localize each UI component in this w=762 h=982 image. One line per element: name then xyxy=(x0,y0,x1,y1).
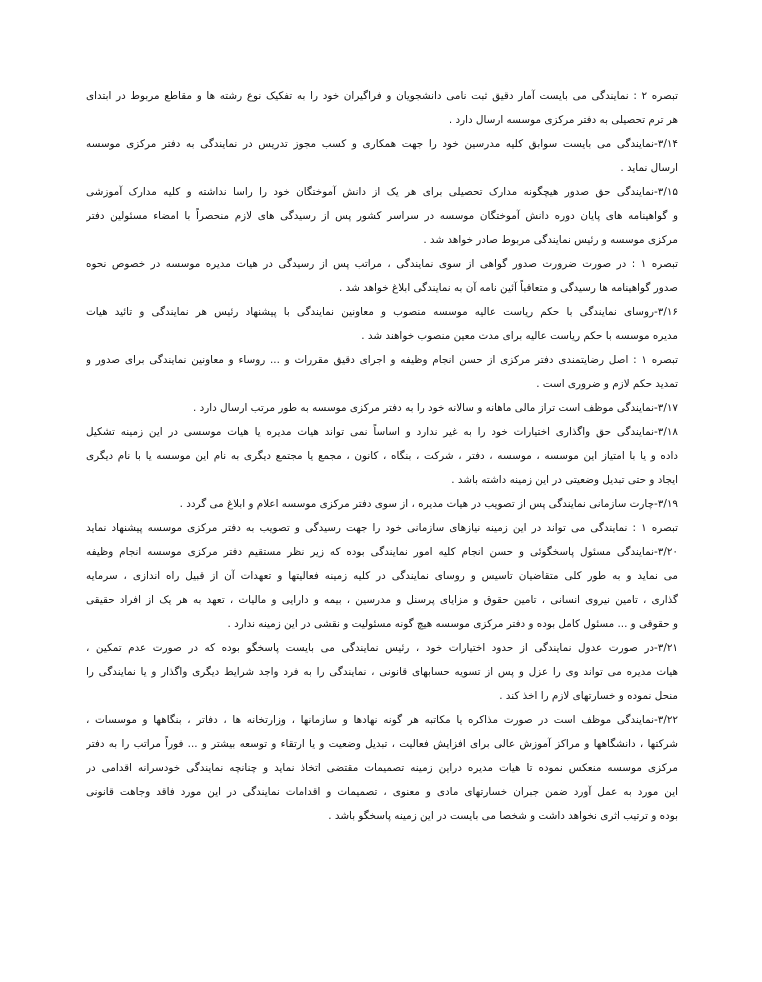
text-line: تبصره ۱ : اصل رضایتمندی دفتر مرکزی از حسن انجام وظیفه و اجرای دقیق مقررات و ... روساء و معاونین نمایندگی برای صدور و xyxy=(86,354,678,366)
text-line: ۳/۲۰-نمایندگی مسئول پاسخگوئی و حسن انجام کلیه امور نمایندگی بوده که زیر نظر مستقیم دفتر مرکزی موسسه انجام وظیفه xyxy=(86,546,678,558)
text-line: ایجاد و حتی تبدیل وضعیتی در این زمینه داشته باشد . xyxy=(451,474,678,486)
text-line: صدور گواهینامه ها رسیدگی و متعاقباً آئین نامه آن به نمایندگی ابلاغ خواهد شد . xyxy=(339,282,678,294)
text-line: ۳/۲۱-در صورت عدول نمایندگی از حدود اختیارات خود ، رئیس نمایندگی می بایست پاسخگو بوده که در صورت عدم تمکین ، xyxy=(86,642,678,654)
text-line: تبصره ۱ : در صورت ضرورت صدور گواهی از سوی نمایندگی ، مراتب پس از رسیدگی در هیات مدیره موسسه در خصوص نحوه xyxy=(86,258,678,270)
text-line: بوده و ترتیب اثری نخواهد داشت و شخصا می بایست در این زمینه پاسخگو باشد . xyxy=(328,810,678,822)
text-line: تمدید حکم لازم و ضروری است . xyxy=(536,378,678,390)
text-line: ۳/۱۵-نمایندگی حق صدور هیچگونه مدارک تحصیلی برای هر یک از دانش آموختگان خود را راسا نداشته و کلیه مدارک آموزشی xyxy=(86,186,678,198)
text-line: مرکزی موسسه و رئیس نمایندگی مربوط صادر خواهد شد . xyxy=(423,234,678,246)
text-line: گذاری ، تامین نیروی انسانی ، تامین حقوق و مزایای پرسنل و مدرسین ، بیمه و دارایی و مالیات ، تعهد به هر یک از افراد حقیقی xyxy=(86,594,678,606)
text-line: و گواهینامه های پایان دوره دانش آموختگان موسسه در سراسر کشور پس از رسیدگی های لازم منحصراً با امضاء مسئولین دفتر xyxy=(86,210,678,222)
text-line: این مورد به عمل آورد ضمن جبران خسارتهای مادی و معنوی ، تصمیمات و اقدامات نمایندگی در این مورد فاقد وجاهت قانونی xyxy=(86,786,678,798)
text-line: ۳/۱۹-چارت سازمانی نمایندگی پس از تصویب در هیات مدیره ، از سوی دفتر مرکزی موسسه اعلام و ابلاغ می گردد . xyxy=(179,498,678,510)
text-line: هر ترم تحصیلی به دفتر مرکزی موسسه ارسال دارد . xyxy=(448,114,678,126)
text-line: ارسال نماید . xyxy=(620,162,678,174)
text-line: هیات مدیره می تواند وی را عزل و پس از تسویه حسابهای قانونی ، نمایندگی را به فرد واجد شرایط دیگری واگذار و یا نمایندگی را xyxy=(86,666,678,678)
document-body xyxy=(86,84,678,828)
text-line: و حقوقی و ... مسئول کامل بوده و دفتر مرکزی موسسه هیچ گونه مسئولیت و نقشی در این زمینه ندارد . xyxy=(227,618,678,630)
text-line: می نماید و به طور کلی متقاضیان تاسیس و روسای نمایندگی در کلیه زمینه فعالیتها و تعهدات آن از قبیل راه اندازی ، سرمایه xyxy=(86,570,678,582)
text-line: ۳/۲۲-نمایندگی موظف است در صورت مذاکره یا مکاتبه هر گونه نهادها و سازمانها ، وزارتخانه ها ، دفاتر ، بنگاهها و موسسات ، xyxy=(86,714,678,726)
text-line: شرکتها ، دانشگاهها و مراکز آموزش عالی برای افزایش فعالیت ، تبدیل وضعیت و یا ارتقاء و توسعه بیشتر و ... فوراً مراتب را به دفتر xyxy=(86,738,678,750)
text-line: مدیره موسسه با حکم ریاست عالیه برای مدت معین منصوب خواهند شد . xyxy=(361,330,678,342)
text-line: مرکزی موسسه منعکس نموده تا هیات مدیره دراین زمینه تصمیمات مقتضی اتخاذ نماید و چنانچه نمایندگی خودسرانه اقدامی در xyxy=(86,762,678,774)
text-line: منحل نموده و خسارتهای لازم را اخذ کند . xyxy=(499,690,678,702)
text-line: تبصره ۱ : نمایندگی می تواند در این زمینه نیازهای سازمانی خود را جهت رسیدگی و تصویب به دفتر مرکزی موسسه پیشنهاد نماید xyxy=(86,522,678,534)
text-line: ۳/۱۸-نمایندگی حق واگذاری اختیارات خود را به غیر ندارد و اساساً نمی تواند هیات مدیره یا هیات موسسی در این زمینه تشکیل xyxy=(86,426,678,438)
text-line: ۳/۱۷-نمایندگی موظف است تراز مالی ماهانه و سالانه خود را به دفتر مرکزی موسسه به طور مرتب ارسال دارد . xyxy=(192,402,678,414)
text-line: داده و یا با امتیاز این موسسه ، موسسه ، دفتر ، شرکت ، بنگاه ، کانون ، مجمع یا مجتمع دیگری به نام این موسسه یا با نام دیگری xyxy=(86,450,678,462)
text-line: تبصره ۲ : نمایندگی می بایست آمار دقیق ثبت نامی دانشجویان و فراگیران خود را به تفکیک نوع رشته ها و مقاطع مربوط در ابتدای xyxy=(86,90,678,102)
text-line: ۳/۱۴-نمایندگی می بایست سوابق کلیه مدرسین خود را جهت همکاری و کسب مجوز تدریس در نمایندگی به دفتر مرکزی موسسه xyxy=(86,138,678,150)
text-line: ۳/۱۶-روسای نمایندگی با حکم ریاست عالیه موسسه منصوب و معاونین نمایندگی با پیشنهاد رئیس هر نمایندگی و تائید هیات xyxy=(86,306,678,318)
